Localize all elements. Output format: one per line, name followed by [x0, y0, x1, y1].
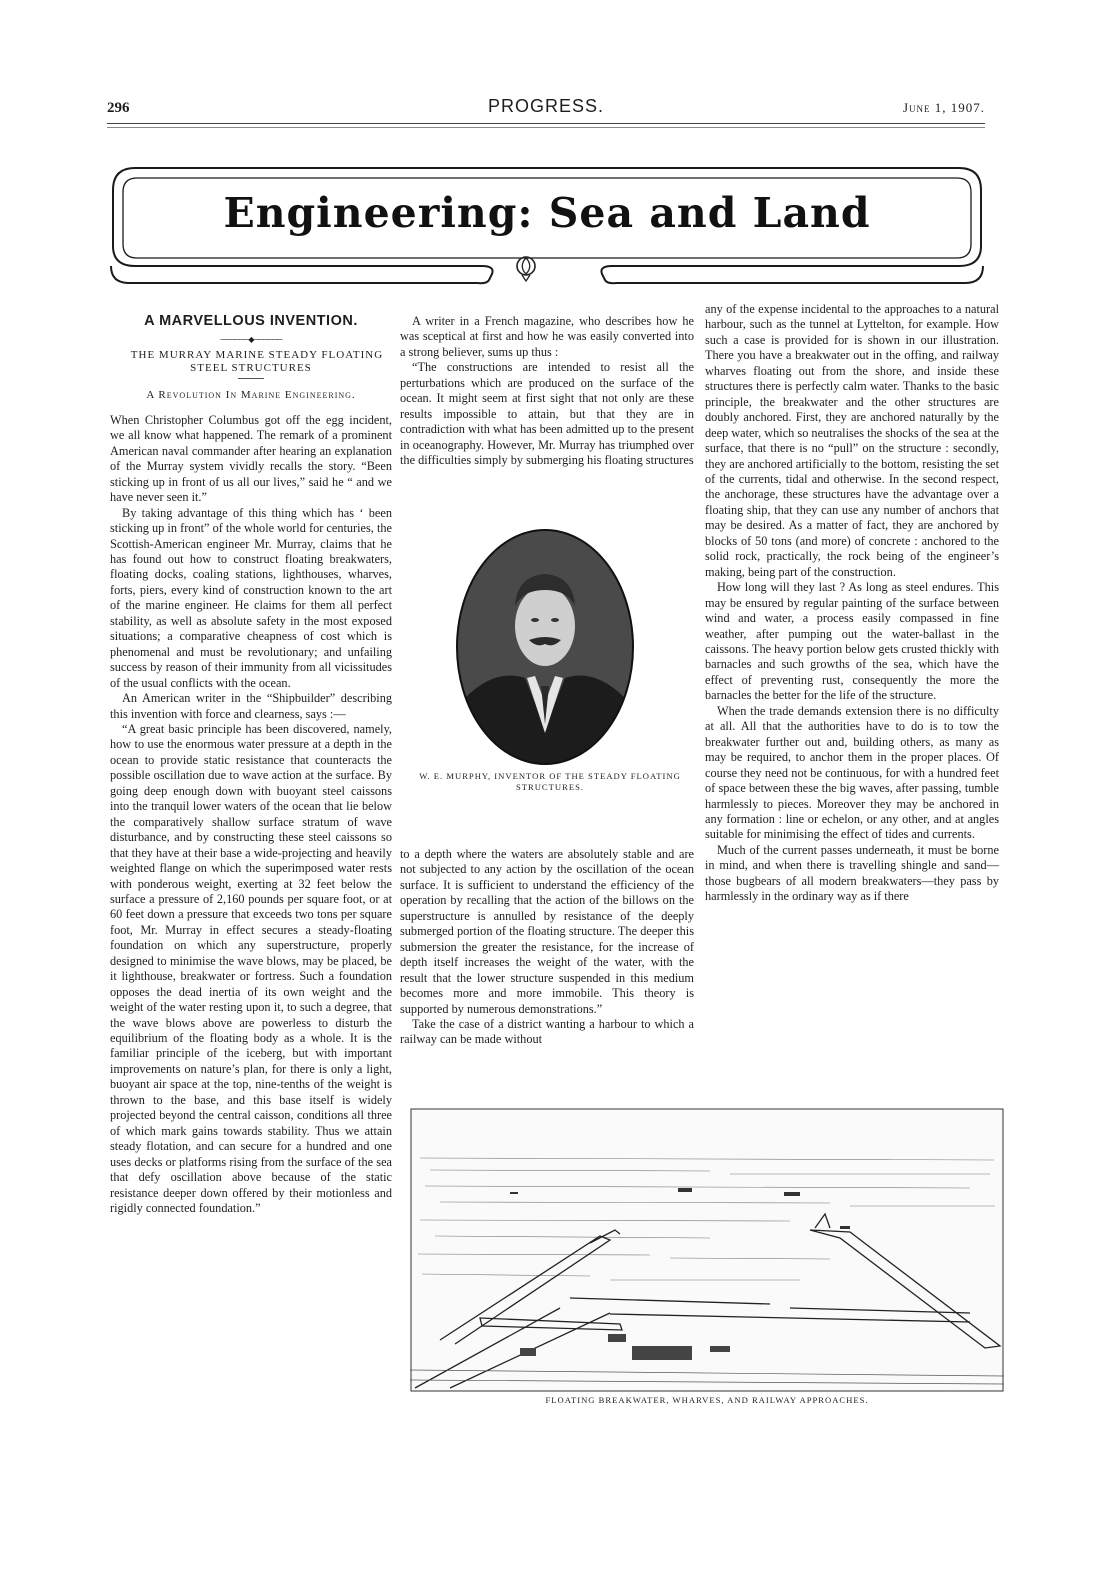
publication-title: PROGRESS. [487, 96, 605, 116]
article-kicker: A Revolution In Marine Engineering. [146, 389, 356, 402]
paragraph: “A great basic principle has been discovered, namely, how to use the enormous water pressure at a depth in the ocean to provide static resistance that counteracts the possible oscillation due to wave action at the surface. By going deep enough down with buoyant steel caissons into the tranquil lower waters of the ocean that lie below the comparatively shallow surface stratum of wave disturbance, and by constructing these steel caissons so that they have at their base a wide-projecting and heavily weighted flange on which the superimposed water rests with ponderous weight, exerting at 32 feet below the surface a pressure of 2,160 pounds per square foot, or at 60 feet down a pressure that exceeds two tons per square foot, Mr. Murray in effect secures a steady-floating foundation on which any superstructure, properly designed to minimise the wave blows, may be placed, be it lighthouse, breakwater or fortress. Such a foundation opposes the dead inertia of its own weight and the weight of the water resting upon it, to such a degree, that the wave blows above are powerless to disturb the equilibrium of the floating body as a whole. It is the familiar principle of the iceberg, but with important improvements on nature’s plan, for there is only a light, buoyant air space at the top, nine-tenths of the weight is thrown to the base, and this base itself is widely projected beyond the central caisson, conditions all three of which mark gains towards stability. Thus we attain steady flotation, and can secure for a hundred and one uses decks or platforms rising from the surface of the sea that defy oscillation above because of the static resistance deeper down offered by their motionless and rigidly connected foundation.” [110, 721, 392, 1216]
paragraph: When Christopher Columbus got off the egg incident, we all know what happened. The remark of a prominent American naval commander after hearing an explanation of the Murray system vividly recalls the story. “Been sticking up in front of us all our lives,” said he “ and we have never seen it.” [110, 412, 392, 505]
running-header [107, 96, 985, 120]
portrait-caption: W. E. MURPHY, INVENTOR OF THE STEADY FLOATING STRUCTURES. [419, 771, 681, 792]
paragraph: By taking advantage of this thing which has ‘ been sticking up in front” of the whole world for centuries, the Scottish-American engineer Mr. Murray, claims that he has found out how to construct floating breakwaters, floating docks, coaling stations, lighthouses, wharves, forts, piers, every kind of construction known to the art of the marine engineer. He claims for them all perfect stability, as well as absolute safety in the most exposed situations; a comparative cheapness of cost which is phenomenal and must be revolutionary; and unfailing success by reason of their immunity from all vicissitudes of the usual conflicts with the ocean. [110, 505, 392, 690]
illustration-caption: FLOATING BREAKWATER, WHARVES, AND RAILWAY APPROACHES. [545, 1395, 869, 1405]
paragraph: When the trade demands extension there is no difficulty at all. All that the authorities have to do is to tow the breakwater further out and, building others, as many as may be required, to anchor them in the proper places. Of course they need not be continuous, for with a hundred feet of space between these the big waves, after passing, tumble harmlessly to pieces. Moreover they may be anchored in any formation : line or echelon, or any other, and at angles suitable for minimising the effect of tides and currents. [705, 703, 999, 842]
issue-date: June 1, 1907. [902, 100, 985, 115]
paragraph: Much of the current passes underneath, it must be borne in mind, and when there is travelling shingle and sand—those bugbears of all modern breakwaters—they pass by harmlessly in the ordinary way as if there [705, 842, 999, 904]
paragraph: “The constructions are intended to resist all the perturbations which are produced on the surface of the ocean. It might seem at first sight that not only are these results impossible to attain, but that they are in contradiction with what has been admitted up to the present in oceanography. However, Mr. Murray has triumphed over the difficulties simply by submerging his floating structures [400, 360, 694, 468]
ornament-icon [512, 254, 540, 282]
paragraph: Take the case of a district wanting a harbour to which a railway can be made without [400, 1016, 694, 1047]
title-ornament-rule: ──────◆────── [220, 335, 282, 345]
header-rule-thin [107, 127, 985, 128]
page-number: 296 [107, 100, 130, 116]
article-column-1 [110, 314, 392, 1216]
article-column-2-top [400, 314, 694, 469]
portrait-image [455, 528, 635, 766]
breakwater-illustration [410, 1108, 1004, 1392]
header-rule [107, 123, 985, 124]
paragraph: A writer in a French magazine, who describes how he was sceptical at first and how he was easily converted into a strong believer, sums up thus : [400, 314, 694, 359]
subtitle-rule [238, 378, 264, 379]
paragraph: to a depth where the waters are absolutely stable and are not subjected to any action by the oscillation of the ocean surface. It is sufficient to understand the efficiency of the operation by recalling that the action of the billows on the superstructure is annulled by resistance of the deeply submerged portion of the floating structure. The deeper this submersion the greater the resistance, for the increase of depth itself increases the weight of the water, with the result that the lower structure suspended in this medium becomes more and more immobile. This theory is supported by numerous demonstrations.” [400, 847, 694, 1016]
article-column-2-bottom [400, 847, 694, 1048]
article-column-3 [705, 302, 999, 905]
article-title: A MARVELLOUS INVENTION. [144, 313, 358, 329]
paragraph: any of the expense incidental to the approaches to a natural harbour, such as the tunnel at Lyttelton, for example. How such a case is provided for is shown in our illustration. There you have a breakwater out in the offing, and railway wharves floating out from the shore, and inside these structures there is perfectly calm water. Thanks to the basic principle, the breakwater and the other structures are doubly anchored. First, they are anchored naturally by the deep water, which so neutralises the shocks of the sea at the surface, that there is no “pull” on the structure : secondly, they are anchored artificially to the bottom, resisting the set of the currents, tidal and otherwise. In the second respect, the anchorage, these structures have the advantage over a floating ship, that they can use any number of anchors that may be desired. As a matter of fact, they are anchored by blocks of 50 tons (and more) of concrete : anchored to the solid rock, practically, the rock being of the engineer’s making, being part of the construction. [705, 302, 999, 579]
paragraph: An American writer in the “Shipbuilder” describing this invention with force and clearness, says :— [110, 691, 392, 721]
article-subtitle: THE MURRAY MARINE STEADY FLOATING STEEL STRUCTURES [130, 349, 384, 375]
paragraph: How long will they last ? As long as steel endures. This may be ensured by regular painting of the surface between wind and water, a process easily compassed in fine weather, after pumping out the water-ballast in the caissons. The heavy portion below gets crusted thickly with barnacles and such growths of the sea, which have the effect of preventing rust, consequently the more the barnacles the better for the life of the structure. [705, 580, 999, 703]
section-title: Engineering: Sea and Land [223, 189, 871, 237]
section-banner [107, 162, 987, 287]
